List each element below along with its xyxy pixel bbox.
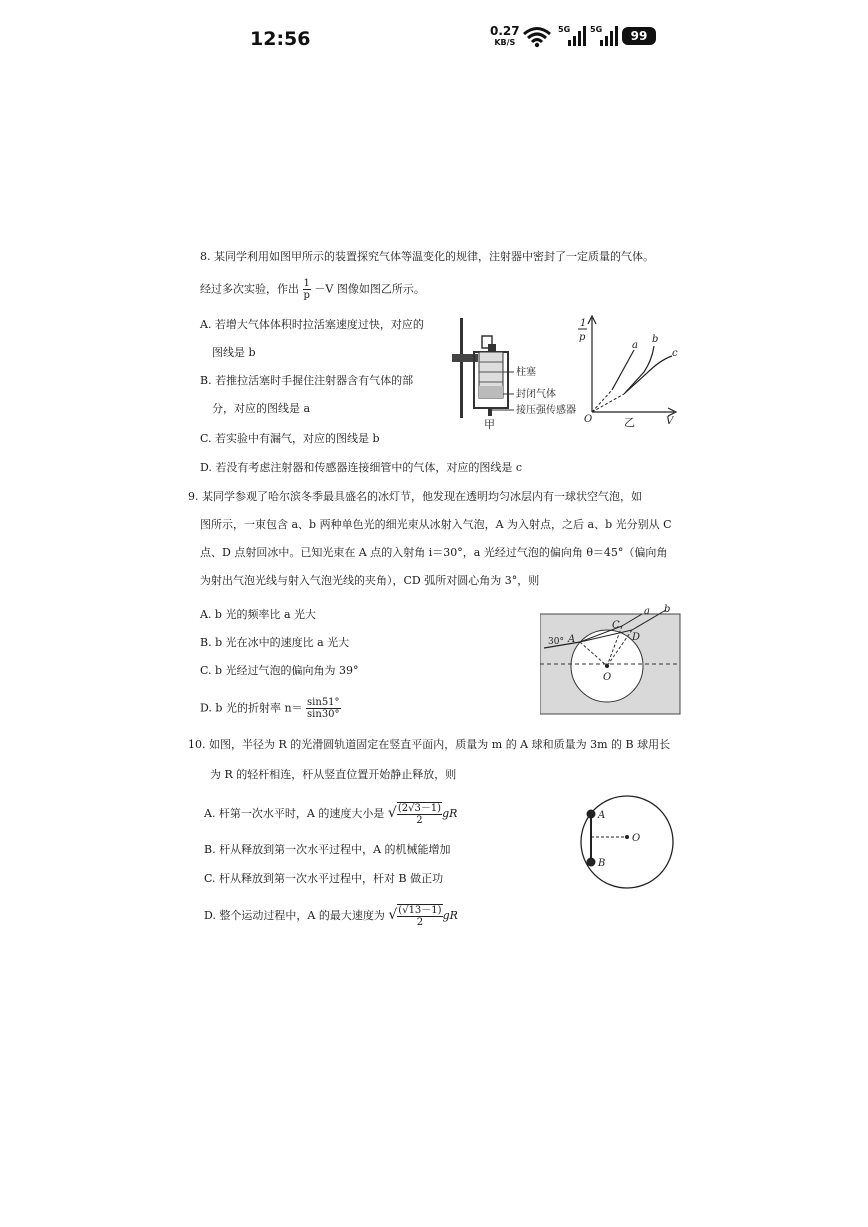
q8-option-d: D. 若没有考虑注射器和传感器连接细管中的气体，对应的图线是 c: [200, 461, 523, 474]
q10-option-a-pre: A. 杆第一次水平时，A 的速度大小是: [204, 807, 385, 820]
q8-graph-origin: O: [584, 414, 593, 425]
battery-indicator: 99: [622, 27, 656, 45]
q10-option-d-post: gR: [442, 909, 458, 922]
q10-option-a-fraction: [397, 802, 442, 826]
q10-stem-line1: 10. 如图，半径为 R 的光滑圆轨道固定在竖直平面内，质量为 m 的 A 球和质量为 3m 的 B 球用长: [188, 738, 671, 751]
q8-stem-line2-post: －V 图像如图乙所示。: [314, 282, 425, 296]
q8-stem-line1: 8. 某同学利用如图甲所示的装置探究气体等温变化的规律，注射器中密封了一定质量的气体。: [200, 250, 654, 263]
q8-graph-x-label: V: [666, 416, 674, 427]
q10-option-d-fraction: [397, 904, 442, 928]
q9-center-o: O: [603, 672, 612, 683]
q8-label-gas: 封闭气体: [516, 389, 556, 400]
wifi-icon: [522, 26, 552, 48]
q9-stem-line3: 点、D 点射回冰中。已知光束在 A 点的入射角 i＝30°，a 光经过气泡的偏向角 θ＝45°（偏向角: [200, 546, 668, 559]
q10-option-d: D. 整个运动过程中，A 的最大速度为 √ $\frac{(√13-1)}{2}$ gR: [204, 905, 458, 928]
q9-option-d-pre: D. b 光的折射率 n＝: [200, 701, 303, 715]
q10-a-frac-den: 2: [416, 815, 423, 826]
q10-figure-circular-track: [572, 790, 682, 900]
q8-option-a-line1: A. 若增大气体体积时拉活塞速度过快，对应的: [200, 318, 424, 331]
q9-stem-line1: 9. 某同学参观了哈尔滨冬季最具盛名的冰灯节，他发现在透明均匀冰层内有一球状空气泡，如: [188, 490, 642, 503]
q8-graph-y-den: p: [579, 332, 586, 343]
q9-option-a: A. b 光的频率比 a 光大: [200, 608, 317, 621]
q10-option-a: A. 杆第一次水平时，A 的速度大小是 √ $\frac{(2√3-1)}{2}$ gR: [204, 803, 458, 826]
q10-option-b: B. 杆从释放到第一次水平过程中，A 的机械能增加: [204, 843, 451, 856]
network-speed-unit: KB/S: [494, 38, 516, 47]
q9-point-c: C: [612, 620, 620, 631]
q10-d-frac-den: 2: [416, 917, 424, 928]
network-type-label: 5G: [558, 25, 571, 34]
q8-label-plunger: 柱塞: [516, 367, 536, 378]
q10-option-c: C. 杆从释放到第一次水平过程中，杆对 B 做正功: [204, 872, 444, 885]
q8-curve-b-label: b: [652, 334, 659, 345]
q8-inverse-p-fraction: [303, 278, 311, 301]
q8-stem-line2: [200, 278, 425, 301]
q10-stem-line2: 为 R 的轻杆相连，杆从竖直位置开始静止释放，则: [210, 768, 457, 781]
q8-frac-num: 1: [303, 278, 310, 289]
q9-ray-a-label: a: [644, 606, 650, 617]
q8-caption-jia: 甲: [484, 418, 495, 430]
q8-caption-yi: 乙: [624, 416, 635, 429]
signal-strength-icon-2: [590, 24, 620, 48]
q9-option-c: C. b 光经过气泡的偏向角为 39°: [200, 664, 359, 677]
q9-stem-line4: 为射出气泡光线与射入气泡光线的夹角），CD 弧所对圆心角为 3°，则: [200, 574, 540, 587]
q10-ball-a-label: A: [598, 810, 606, 821]
q10-ball-b-label: B: [598, 858, 606, 869]
network-type-label-2: 5G: [590, 25, 603, 34]
q8-figure-yi-graph: [574, 312, 684, 430]
q8-option-b-line2: 分，对应的图线是 a: [212, 402, 311, 415]
q8-stem-line2-pre: 经过多次实验，作出: [200, 282, 299, 296]
q8-curve-c-label: c: [672, 348, 678, 359]
q8-option-c: C. 若实验中有漏气，对应的图线是 b: [200, 432, 380, 445]
network-speed-value: 0.27: [490, 24, 520, 38]
q10-d-frac-num: (√13－1): [398, 905, 442, 916]
q9-frac-den: sin30°: [307, 709, 340, 720]
status-time: 12:56: [250, 28, 311, 50]
q9-refractive-index-fraction: [306, 697, 341, 720]
q9-point-a: A: [568, 634, 576, 645]
q9-frac-num: sin51°: [307, 697, 340, 708]
status-bar: [0, 0, 868, 80]
q10-a-frac-num: (2√3－1): [397, 803, 442, 814]
q9-figure-air-bubble: [540, 604, 682, 716]
q9-angle-label: 30°: [548, 637, 564, 647]
q9-option-d: [200, 697, 341, 720]
q10-center-o: O: [632, 833, 641, 844]
q9-ray-b-label: b: [664, 604, 671, 615]
q8-figure-jia-syringe: [448, 314, 586, 430]
q8-option-a-line2: 图线是 b: [212, 346, 256, 359]
q8-curve-a-label: a: [632, 340, 638, 351]
q8-frac-den: p: [303, 290, 310, 301]
q10-option-a-post: gR: [442, 807, 458, 820]
network-speed: [490, 26, 520, 48]
q9-point-d: D: [632, 632, 641, 643]
signal-strength-icon: [558, 24, 588, 48]
q8-graph-y-num: 1: [580, 318, 587, 329]
q8-option-b-line1: B. 若推拉活塞时手握住注射器含有气体的部: [200, 374, 414, 387]
q9-stem-line2: 图所示，一束包含 a、b 两种单色光的细光束从冰射入气泡，A 为入射点，之后 a、b 光分别从 C: [200, 518, 672, 531]
q8-label-sensor: 接压强传感器: [516, 405, 576, 416]
q10-option-d-pre: D. 整个运动过程中，A 的最大速度为: [204, 909, 385, 922]
q9-option-b: B. b 光在冰中的速度比 a 光大: [200, 636, 350, 649]
